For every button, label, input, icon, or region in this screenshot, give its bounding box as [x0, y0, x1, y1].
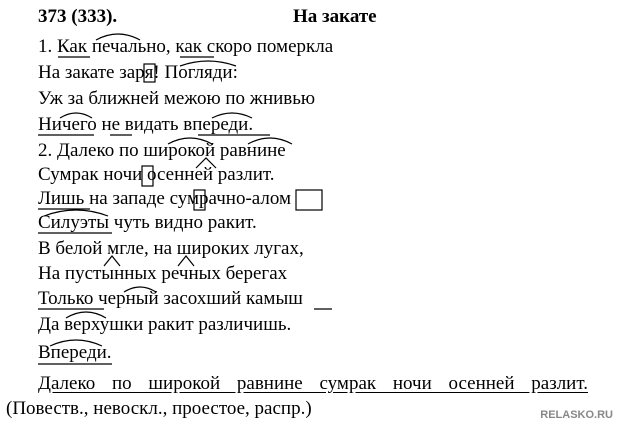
- suffix-caret: [196, 158, 216, 168]
- root-arc: [180, 61, 236, 66]
- exercise-number: 373 (333).: [38, 6, 118, 27]
- ending-box: [142, 166, 153, 186]
- poem-line: Сумрак ночи осенней разлит.: [38, 164, 275, 185]
- ending-box: [194, 190, 205, 210]
- suffix-caret: [104, 256, 120, 266]
- sentence-characteristics: (Повеств., невоскл., проестое, распр.): [6, 398, 312, 419]
- poem-line: В белой мгле, на широких лугах,: [38, 238, 304, 259]
- root-arc: [248, 138, 292, 144]
- poem-line: Да верхушки ракит различишь.: [38, 314, 292, 335]
- suffix-caret: [178, 256, 194, 266]
- poem-line: 2. Далеко по широкой равнине: [38, 140, 286, 161]
- watermark: RELASKO.RU: [540, 409, 613, 421]
- poem-line: Силуэты чуть видно ракит.: [38, 212, 257, 233]
- ending-box: [296, 190, 322, 210]
- poem-line: Лишь на западе сумрачно-алом: [38, 188, 292, 209]
- ending-box: [144, 64, 155, 82]
- root-arc: [96, 34, 140, 40]
- poem-line: На закате заря! Погляди:: [38, 62, 238, 83]
- poem-line: Впереди.: [38, 342, 112, 363]
- poem-title: На закате: [293, 6, 377, 27]
- root-arc: [66, 312, 106, 318]
- poem-line: Ничего не видать впереди.: [38, 114, 254, 135]
- poem-line: На пустынных речных берегах: [38, 263, 288, 284]
- poem-line: 1. Как печально, как скоро померкла: [38, 36, 334, 57]
- poem-line: Только черный засохший камыш: [38, 288, 303, 309]
- root-arc: [124, 287, 156, 292]
- root-arc: [50, 340, 102, 346]
- summary-sentence: Далеко по широкой равнине сумрак ночи осенней разлит.: [38, 373, 588, 394]
- root-arc: [212, 113, 252, 118]
- root-arc: [168, 138, 212, 144]
- root-arc: [60, 113, 92, 118]
- root-arc: [44, 210, 108, 216]
- poem-line: Уж за ближней межою по жнивью: [38, 88, 316, 109]
